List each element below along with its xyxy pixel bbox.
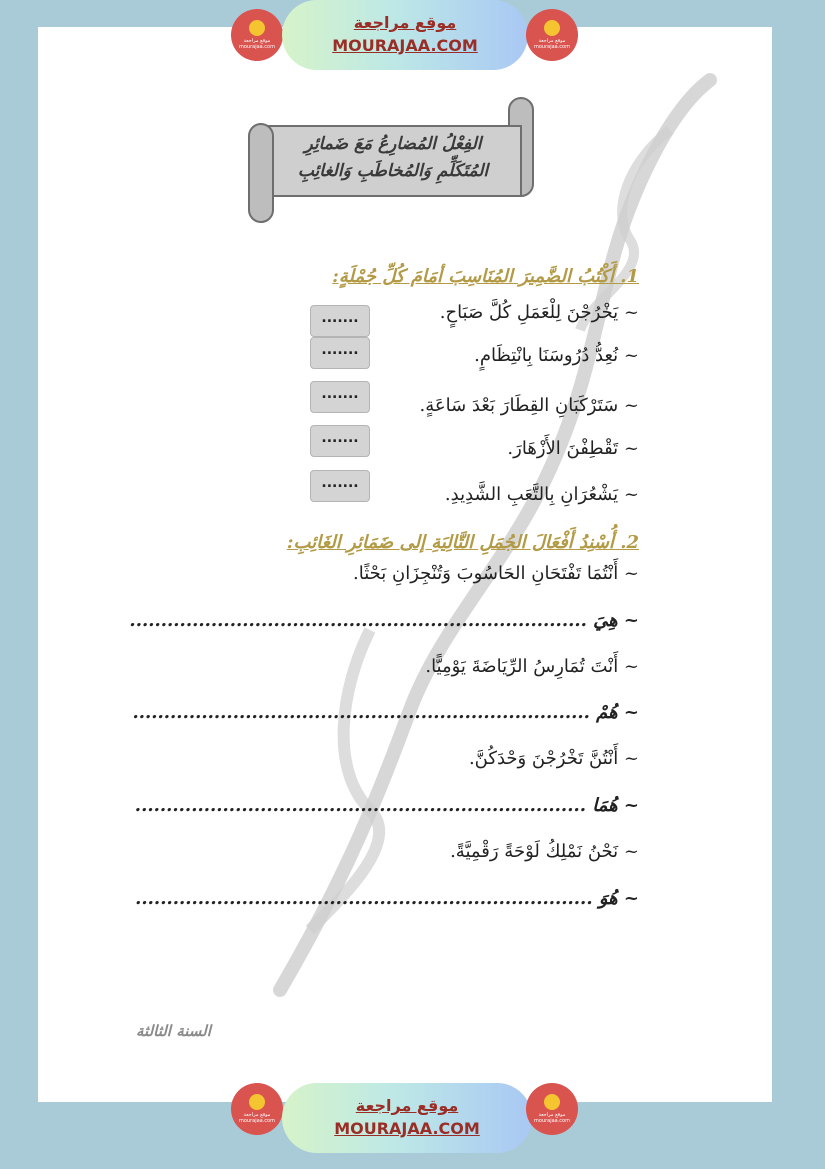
exercise-2-heading: 2. أُسْنِدُ أَفْعَالَ الجُمَلِ التَّالِيَةِ إلى ضَمَائِرِ الغَائِبِ:: [286, 532, 639, 553]
exercise-2-sentence: ~ نَحْنُ نَمْلِكُ لَوْحَةً رَقْمِيَّةً.: [450, 841, 639, 862]
footer-site-name-en[interactable]: MOURAJAA.COM: [334, 1119, 480, 1138]
footer-banner[interactable]: [282, 1083, 532, 1153]
exercise-1-blank[interactable]: .......: [310, 470, 370, 502]
site-logo-left[interactable]: [231, 9, 283, 61]
exercise-1-blank[interactable]: .......: [310, 381, 370, 413]
exercise-1-blank[interactable]: .......: [310, 305, 370, 337]
lesson-title-line1: الفِعْلُ المُضارِعُ مَعَ ضَمائِرِ: [304, 134, 482, 154]
site-logo-right[interactable]: [526, 1083, 578, 1135]
exercise-1-sentence: ~ يَخْرُجْنَ لِلْعَمَلِ كُلَّ صَبَاحٍ.: [439, 302, 639, 323]
exercise-1-sentence: ~ يَشْعُرَانِ بِالتَّعَبِ الشَّدِيدِ.: [444, 484, 639, 505]
logo-text-ar: موقع مراجعة: [538, 1112, 566, 1118]
grade-level-label: السنة الثالثة: [136, 1022, 211, 1040]
header-banner[interactable]: [282, 0, 528, 70]
exercise-1-heading: 1. أَكْتُبُ الضَّمِيرَ المُنَاسِبَ أمَامَ كُلِّ جُمْلَةٍ:: [332, 266, 639, 287]
lesson-title: [278, 131, 508, 185]
lesson-title-line2: المُتَكَلِّمِ وَالمُخاطَبِ وَالغائِبِ: [297, 161, 489, 181]
logo-text-ar: موقع مراجعة: [538, 38, 566, 44]
logo-text-en: mourajaa.com: [238, 1118, 275, 1124]
exercise-2-answer-line[interactable]: ~ هُمَا ........................................................................: [134, 795, 639, 816]
logo-mark-icon: [544, 1094, 560, 1110]
exercise-2-answer-line[interactable]: ~ هِيَ .........................................................................: [129, 610, 639, 631]
logo-text-ar: موقع مراجعة: [243, 38, 271, 44]
logo-text-ar: موقع مراجعة: [243, 1112, 271, 1118]
exercise-2-sentence: ~ أَنْتُمَا تَفْتَحَانِ الحَاسُوبَ وَتُنْجِزَانِ بَحْثًا.: [353, 563, 639, 584]
site-logo-left[interactable]: [231, 1083, 283, 1135]
header-site-name-en[interactable]: MOURAJAA.COM: [332, 36, 478, 55]
exercise-2-answer-line[interactable]: ~ هُوَ .........................................................................: [135, 888, 639, 909]
logo-mark-icon: [249, 20, 265, 36]
logo-text-en: mourajaa.com: [238, 44, 275, 50]
logo-text-en: mourajaa.com: [533, 1118, 570, 1124]
exercise-1-sentence: ~ سَتَرْكَبَانِ القِطَارَ بَعْدَ سَاعَةٍ.: [419, 395, 639, 416]
exercise-2-answer-line[interactable]: ~ هُمْ .........................................................................: [132, 702, 639, 723]
exercise-1-sentence: ~ نُعِدُّ دُرُوسَنَا بِانْتِظَامٍ.: [474, 345, 639, 366]
site-logo-right[interactable]: [526, 9, 578, 61]
footer-site-name-ar[interactable]: موقع مراجعة: [355, 1096, 459, 1115]
exercise-1-blank[interactable]: .......: [310, 425, 370, 457]
title-scroll: [248, 97, 534, 225]
logo-text-en: mourajaa.com: [533, 44, 570, 50]
header-site-name-ar[interactable]: موقع مراجعة: [353, 13, 457, 32]
exercise-1-blank[interactable]: .......: [310, 337, 370, 369]
logo-mark-icon: [544, 20, 560, 36]
exercise-2-sentence: ~ أَنْتَ تُمَارِسُ الرِّيَاضَةَ يَوْمِيًّا.: [425, 656, 639, 677]
logo-mark-icon: [249, 1094, 265, 1110]
exercise-1-sentence: ~ تَقْطِفْنَ الأَزْهَارَ.: [507, 438, 639, 459]
exercise-2-sentence: ~ أَنْتُنَّ تَخْرُجْنَ وَحْدَكُنَّ.: [468, 748, 639, 769]
scroll-roll-left: [248, 123, 274, 223]
